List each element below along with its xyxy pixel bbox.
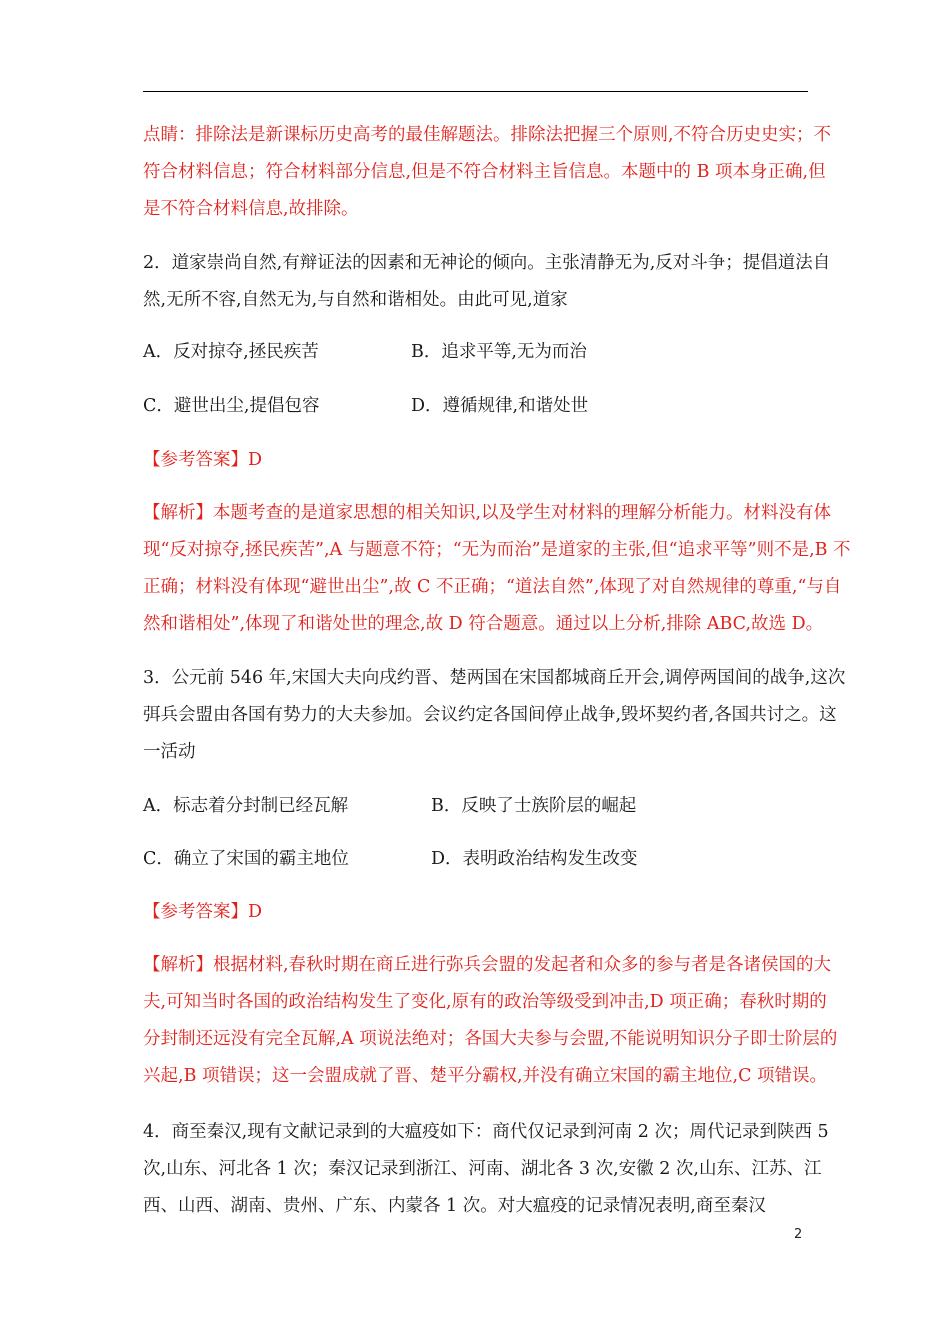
stem-line: 一活动 (143, 742, 196, 762)
q3-analysis (143, 947, 838, 1095)
analysis-line: 现“反对掠夺,拯民疾苦”,A 与题意不符；“无为而治”是道家的主张,但“追求平等”则不是,B 不 (143, 540, 851, 560)
q3-answer: 【参考答案】D (143, 902, 263, 922)
analysis-line: 夫,可知当时各国的政治结构发生了变化,原有的政治等级受到冲击,D 项正确；春秋时期的 (143, 992, 827, 1012)
stem-line: 次,山东、河北各 1 次；秦汉记录到浙江、河南、湖北各 3 次,安徽 2 次,山东、江苏、江 (143, 1159, 822, 1179)
stem-line: 西、山西、湖南、贵州、广东、内蒙各 1 次。对大瘟疫的记录情况表明,商至秦汉 (143, 1196, 766, 1216)
q2-option-a: A．反对掠夺,拯民疾苦 (143, 342, 319, 362)
analysis-line: 然和谐相处”,体现了和谐处世的理念,故 D 符合题意。通过以上分析,排除 ABC,故选 D。 (143, 614, 824, 634)
q3-option-c: C．确立了宋国的霸主地位 (143, 849, 349, 869)
stem-line: 然,无所不容,自然无为,与自然和谐相处。由此可见,道家 (143, 290, 568, 310)
analysis-line: 【解析】根据材料,春秋时期在商丘进行弥兵会盟的发起者和众多的参与者是各诸侯国的大 (143, 955, 832, 975)
q3-option-a: A．标志着分封制已经瓦解 (143, 796, 349, 816)
q2-answer: 【参考答案】D (143, 450, 263, 470)
analysis-line: 分封制还远没有完全瓦解,A 项说法绝对；各国大夫参与会盟,不能说明知识分子即士阶层的 (143, 1029, 838, 1049)
q2-option-c: C．避世出尘,提倡包容 (143, 396, 320, 416)
note-line: 点睛：排除法是新课标历史高考的最佳解题法。排除法把握三个原则,不符合历史史实；不 (143, 125, 832, 145)
analysis-line: 正确；材料没有体现“避世出尘”,故 C 不正确；“道法自然”,体现了对自然规律的尊重,“与自 (143, 577, 842, 597)
analysis-line: 兴起,B 项错误；这一会盟成就了晋、楚平分霸权,并没有确立宋国的霸主地位,C 项错误。 (143, 1066, 828, 1086)
note-line: 是不符合材料信息,故排除。 (143, 199, 359, 219)
q2-option-b: B．追求平等,无为而治 (411, 342, 587, 362)
question-2-stem (143, 245, 831, 319)
header-rule (143, 91, 808, 92)
stem-line: 2．道家崇尚自然,有辩证法的因素和无神论的倾向。主张清静无为,反对斗争；提倡道法自 (143, 253, 831, 273)
question-3-stem (143, 660, 846, 771)
q2-option-d: D．遵循规律,和谐处世 (411, 396, 589, 416)
stem-line: 3．公元前 546 年,宋国大夫向戌约晋、楚两国在宋国都城商丘开会,调停两国间的战争,这次 (143, 668, 846, 688)
question-4-stem (143, 1114, 829, 1225)
q3-option-b: B．反映了士族阶层的崛起 (431, 796, 637, 816)
q3-option-d: D．表明政治结构发生改变 (431, 849, 638, 869)
q2-analysis (143, 495, 851, 643)
note-paragraph (143, 117, 832, 228)
stem-line: 4．商至秦汉,现有文献记录到的大瘟疫如下：商代仅记录到河南 2 次；周代记录到陕西 5 (143, 1122, 829, 1142)
stem-line: 弭兵会盟由各国有势力的大夫参加。会议约定各国间停止战争,毁坏契约者,各国共讨之。这 (143, 705, 837, 725)
page-number: 2 (794, 1227, 803, 1242)
analysis-line: 【解析】本题考查的是道家思想的相关知识,以及学生对材料的理解分析能力。材料没有体 (143, 503, 832, 523)
note-line: 符合材料信息；符合材料部分信息,但是不符合材料主旨信息。本题中的 B 项本身正确,但 (143, 162, 826, 182)
